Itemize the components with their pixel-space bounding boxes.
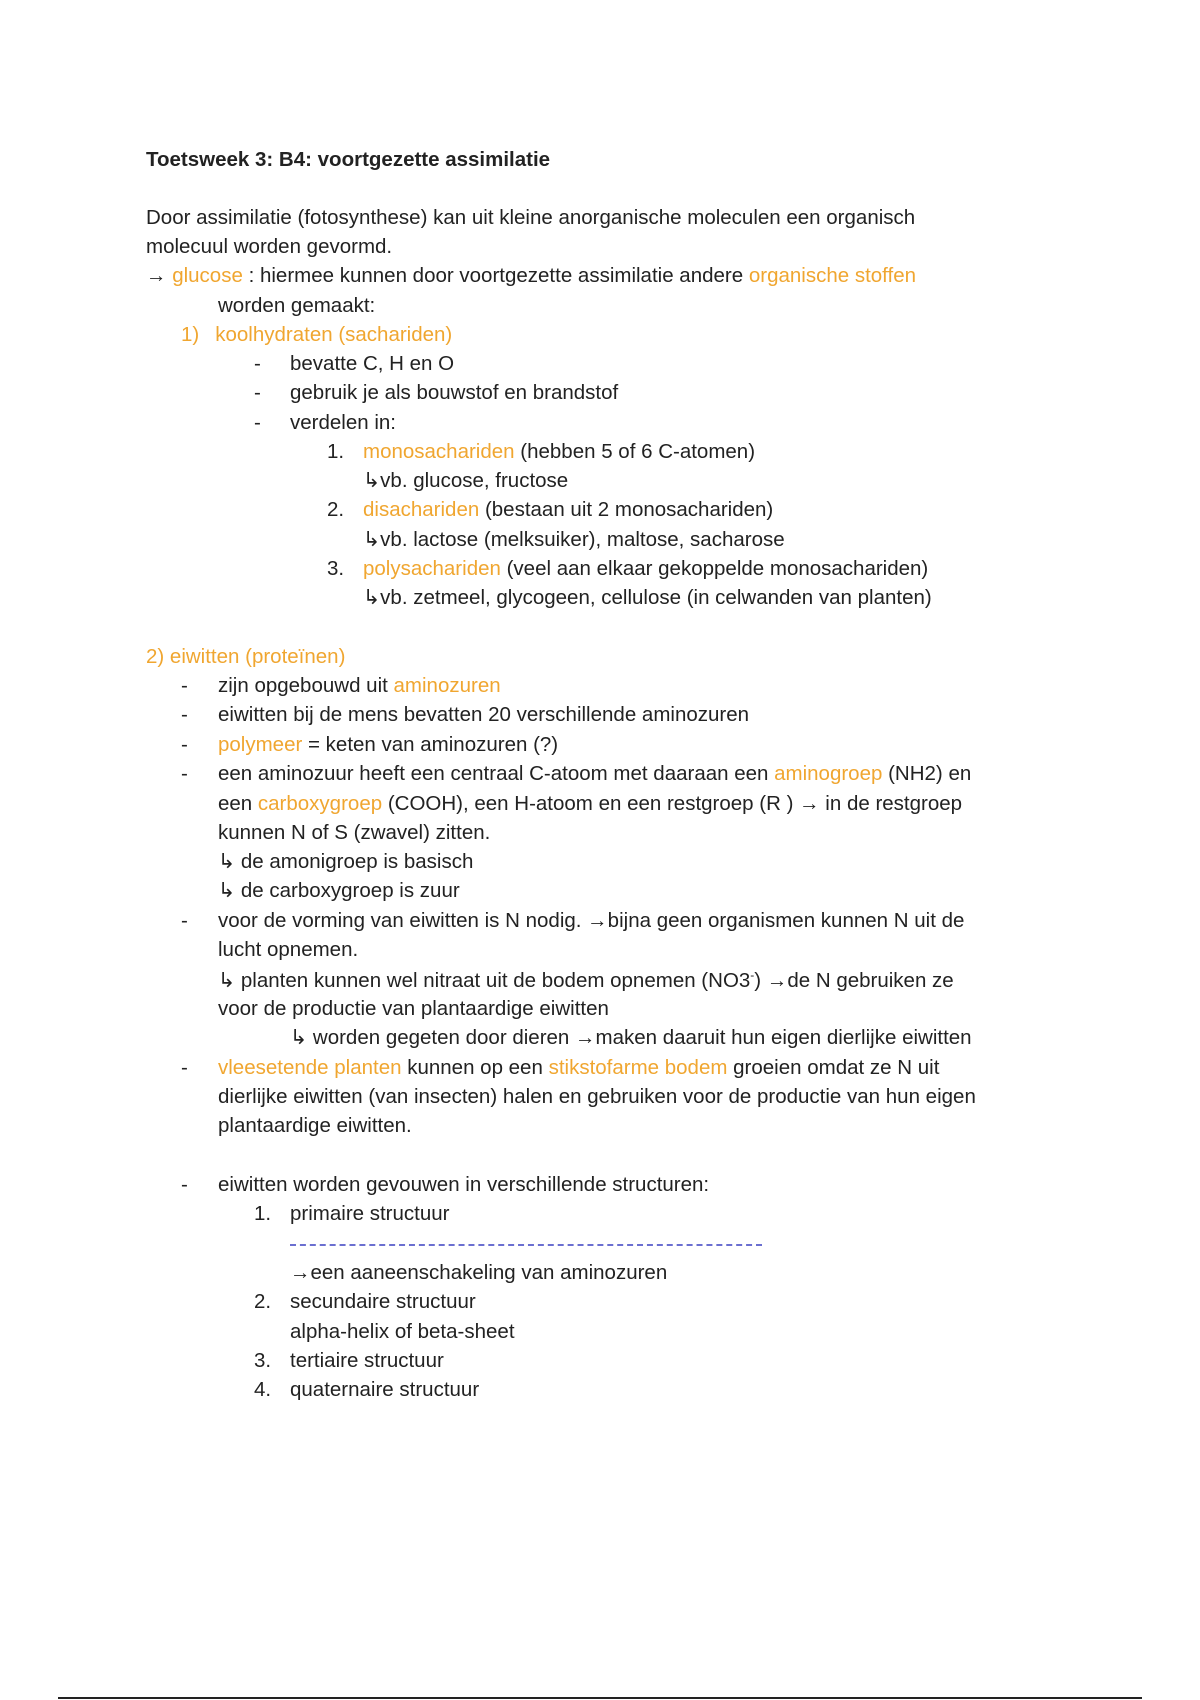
list-number: 3. — [327, 557, 345, 580]
list-item: eiwitten worden gevouwen in verschillende structuren: — [218, 1173, 710, 1196]
list-item — [363, 500, 773, 521]
item-detail: (veel aan elkaar gekoppelde monosachariden) — [500, 557, 929, 580]
bullet-text: een — [218, 792, 258, 815]
item-detail: (bestaan uit 2 monosachariden) — [479, 498, 774, 521]
sub-item-text: de carboxygroep is zuur — [235, 879, 460, 902]
page-title: Toetsweek 3: B4: voortgezette assimilatie — [146, 148, 551, 171]
item-detail: (hebben 5 of 6 C-atomen) — [514, 440, 756, 463]
bullet-text: zijn opgebouwd uit — [218, 674, 394, 697]
term-vleesetende-planten: vleesetende planten — [218, 1056, 402, 1079]
dashed-divider — [290, 1244, 762, 1246]
example-line: ↳vb. lactose (melksuiker), maltose, sacharose — [363, 528, 785, 551]
list-item — [218, 1058, 939, 1079]
term-monosachariden: monosachariden — [363, 440, 515, 463]
bullet-marker: - — [181, 762, 188, 785]
page-bottom-rule — [58, 1697, 1142, 1699]
intro-line-4: worden gemaakt: — [218, 294, 376, 317]
sub-arrow-icon: ↳ — [218, 968, 236, 992]
sub-arrow-icon: ↳ — [290, 1026, 308, 1049]
structure-label: secundaire structuur — [290, 1290, 476, 1313]
term-aminozuren: aminozuren — [393, 674, 501, 697]
structure-note: →een aaneenschakeling van aminozuren — [290, 1261, 668, 1284]
list-number: 2. — [254, 1290, 272, 1313]
term-glucose: glucose — [172, 264, 243, 287]
list-item-continued — [218, 794, 962, 815]
structure-note: alpha-helix of beta-sheet — [290, 1320, 515, 1343]
list-item: gebruik je als bouwstof en brandstof — [290, 381, 619, 404]
example-line: ↳vb. glucose, fructose — [363, 469, 569, 492]
structure-label: quaternaire structuur — [290, 1378, 480, 1401]
term-organische-stoffen: organische stoffen — [748, 264, 916, 287]
list-item-continued: lucht opnemen. — [218, 938, 359, 961]
sub-item — [218, 881, 460, 902]
sub-item — [218, 969, 954, 991]
term-stikstofarme-bodem: stikstofarme bodem — [548, 1056, 728, 1079]
list-number: 4. — [254, 1378, 272, 1401]
intro-line-1: Door assimilatie (fotosynthese) kan uit kleine anorganische moleculen een organisch — [146, 206, 916, 229]
section1-number: 1) — [181, 323, 200, 346]
list-item — [218, 676, 501, 697]
list-number: 1. — [327, 440, 345, 463]
intro-line-3 — [146, 266, 916, 287]
sub-item-text: ) →de N gebruiken ze — [754, 968, 954, 992]
list-item-continued: voor de productie van plantaardige eiwitten — [218, 997, 609, 1020]
list-number: 3. — [254, 1349, 272, 1372]
list-number: 2. — [327, 498, 345, 521]
list-item: verdelen in: — [290, 411, 396, 434]
list-item — [363, 559, 928, 580]
sub-item-text: planten kunnen wel nitraat uit de bodem opnemen (NO3 — [235, 968, 751, 992]
bullet-marker: - — [181, 909, 188, 932]
list-item-continued: kunnen N of S (zwavel) zitten. — [218, 821, 491, 844]
list-item — [363, 442, 755, 463]
sub-item-text: de amonigroep is basisch — [235, 850, 474, 873]
bullet-marker: - — [181, 703, 188, 726]
example-line: ↳vb. zetmeel, glycogeen, cellulose (in celwanden van planten) — [363, 586, 932, 609]
section2-heading: 2) eiwitten (proteïnen) — [146, 645, 346, 668]
intro-mid-text: : hiermee kunnen door voortgezette assimilatie andere — [242, 264, 749, 287]
section1-title: koolhydraten (sachariden) — [215, 323, 453, 346]
list-item-continued: plantaardige eiwitten. — [218, 1114, 412, 1137]
sub-item — [290, 1028, 972, 1049]
list-item: voor de vorming van eiwitten is N nodig. →bijna geen organismen kunnen N uit de — [218, 909, 965, 932]
structure-label: tertiaire structuur — [290, 1349, 444, 1372]
sub-item-text: worden gegeten door dieren →maken daaruit hun eigen dierlijke eiwitten — [307, 1026, 972, 1049]
bullet-marker: - — [181, 674, 188, 697]
bullet-text: = keten van aminozuren (?) — [302, 733, 559, 756]
arrow-icon: → — [146, 264, 167, 287]
term-polymeer: polymeer — [218, 733, 303, 756]
term-polysachariden: polysachariden — [363, 557, 501, 580]
bullet-text: een aminozuur heeft een centraal C-atoom met daaraan een — [218, 762, 775, 785]
bullet-text: (NH2) en — [882, 762, 972, 785]
bullet-text: groeien omdat ze N uit — [727, 1056, 940, 1079]
term-carboxygroep: carboxygroep — [257, 792, 383, 815]
list-item — [218, 735, 558, 756]
bullet-marker: - — [181, 733, 188, 756]
sub-arrow-icon: ↳ — [218, 850, 236, 873]
structure-label: primaire structuur — [290, 1202, 450, 1225]
superscript-minus: - — [750, 968, 755, 982]
list-item: eiwitten bij de mens bevatten 20 verschillende aminozuren — [218, 703, 750, 726]
intro-line-2: molecuul worden gevormd. — [146, 235, 393, 258]
term-aminogroep: aminogroep — [774, 762, 883, 785]
bullet-text: (COOH), een H-atoom en een restgroep (R ) → in de restgroep — [382, 792, 963, 815]
bullet-text: kunnen op een — [401, 1056, 549, 1079]
bullet-marker: - — [254, 381, 261, 404]
sub-item — [218, 852, 473, 873]
list-item-continued: dierlijke eiwitten (van insecten) halen en gebruiken voor de productie van hun eigen — [218, 1085, 976, 1108]
list-item: bevatte C, H en O — [290, 352, 455, 375]
sub-arrow-icon: ↳ — [218, 879, 236, 902]
section1-heading — [181, 325, 452, 346]
term-disachariden: disachariden — [363, 498, 480, 521]
list-number: 1. — [254, 1202, 272, 1225]
list-item — [218, 764, 971, 785]
bullet-marker: - — [254, 352, 261, 375]
bullet-marker: - — [254, 411, 261, 434]
bullet-marker: - — [181, 1173, 188, 1196]
bullet-marker: - — [181, 1056, 188, 1079]
